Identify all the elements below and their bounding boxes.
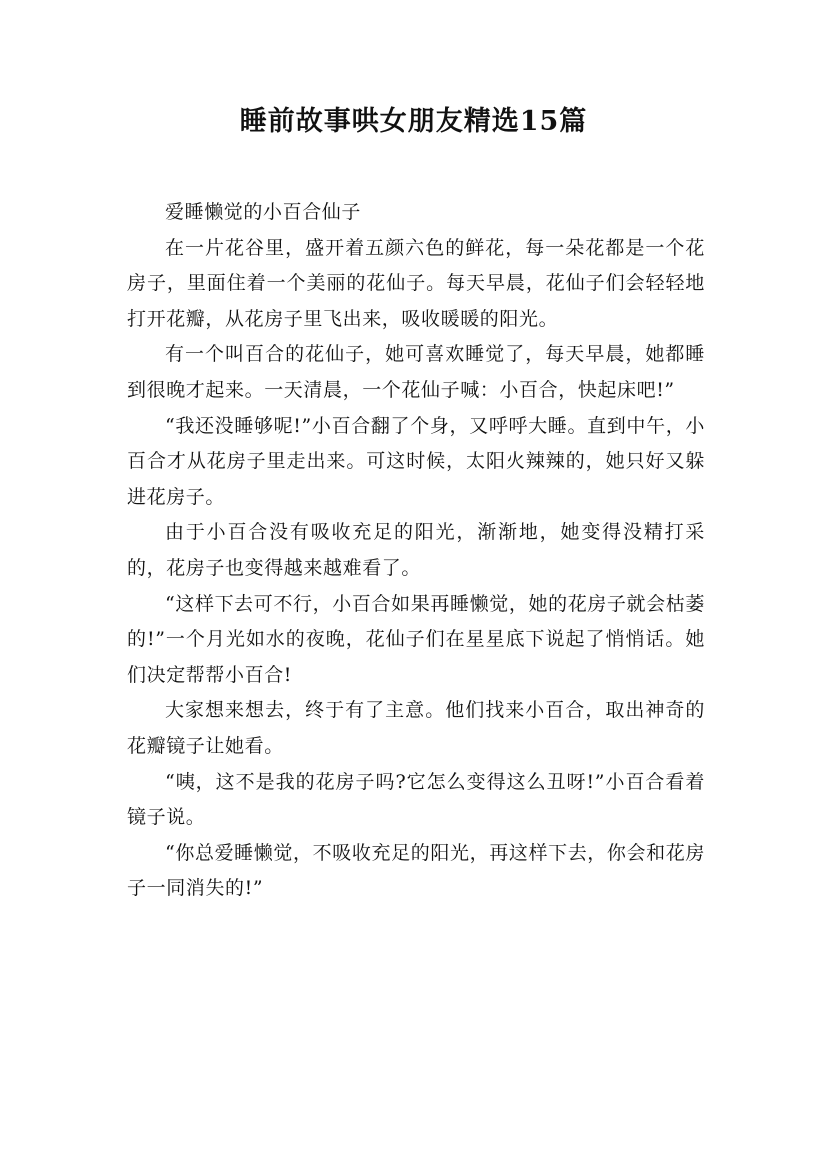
paragraph: 大家想来想去，终于有了主意。他们找来小百合，取出神奇的花瓣镜子让她看。 bbox=[127, 699, 705, 757]
paragraph: “我还没睡够呢!”小百合翻了个身，又呼呼大睡。直到中午，小百合才从花房子里走出来。可这时候，太阳火辣辣的，她只好又躲进花房子。 bbox=[127, 414, 705, 508]
paragraph: 有一个叫百合的花仙子，她可喜欢睡觉了，每天早晨，她都睡到很晚才起来。一天清晨，一个花仙子喊：小百合，快起床吧!” bbox=[127, 343, 705, 401]
story-title: 爱睡懒觉的小百合仙子 bbox=[165, 201, 362, 223]
paragraph: “你总爱睡懒觉，不吸收充足的阳光，再这样下去，你会和花房子一同消失的!” bbox=[127, 841, 705, 900]
document-title: 睡前故事哄女朋友精选15篇 bbox=[239, 106, 588, 137]
paragraph: “咦，这不是我的花房子吗?它怎么变得这么丑呀!”小百合看着镜子说。 bbox=[127, 770, 705, 829]
paragraph: 由于小百合没有吸收充足的阳光，渐渐地，她变得没精打采的，花房子也变得越来越难看了。 bbox=[127, 521, 705, 579]
story-body bbox=[127, 195, 705, 907]
paragraph: 在一片花谷里，盛开着五颜六色的鲜花，每一朵花都是一个花房子，里面住着一个美丽的花仙子。每天早晨，花仙子们会轻轻地打开花瓣，从花房子里飞出来，吸收暖暖的阳光。 bbox=[127, 236, 705, 330]
paragraph: “这样下去可不行，小百合如果再睡懒觉，她的花房子就会枯萎的!”一个月光如水的夜晚，花仙子们在星星底下说起了悄悄话。她们决定帮帮小百合! bbox=[127, 592, 705, 686]
